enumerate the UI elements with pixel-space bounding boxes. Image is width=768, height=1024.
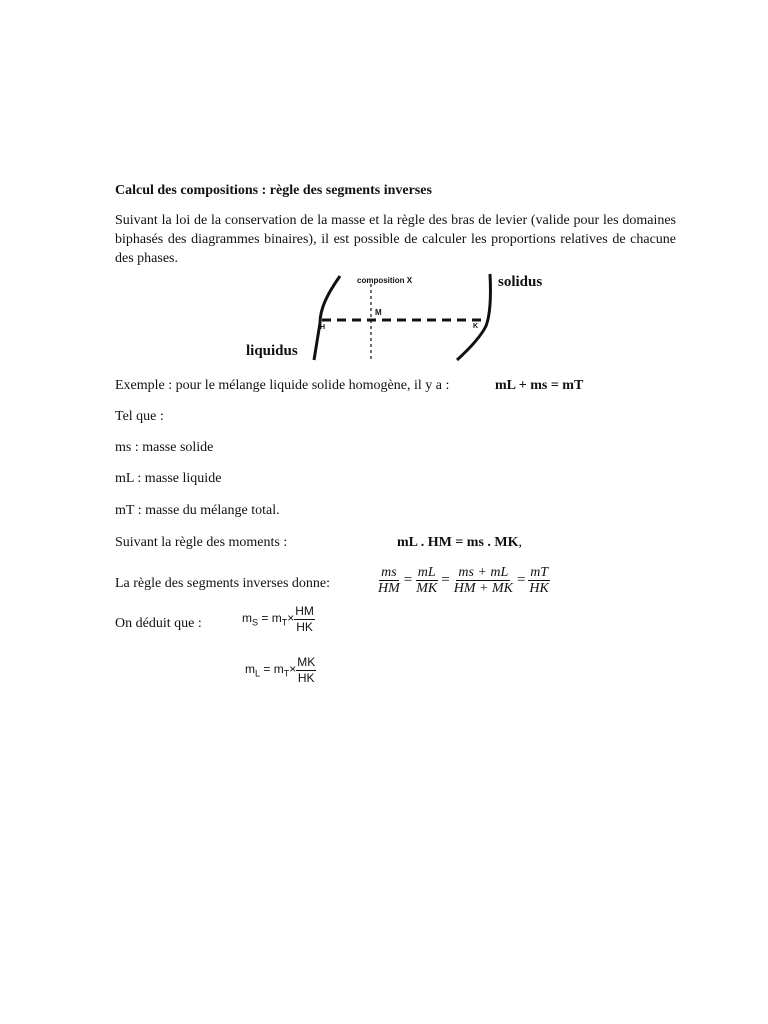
example-text: Exemple : pour le mélange liquide solide homogène, il y a : <box>115 378 450 393</box>
ml-mt-sub: T <box>283 668 290 679</box>
point-m-label: M <box>375 308 382 317</box>
moments-formula: mL . HM = ms . MK <box>397 535 519 550</box>
point-h-label: H <box>320 324 326 331</box>
ms-eq: = <box>258 611 272 626</box>
ml-eq: = <box>260 662 274 677</box>
frac4-num: mT <box>530 565 549 580</box>
moments-text: Suivant la règle des moments : <box>115 535 288 550</box>
intro-paragraph: Suivant la loi de la conservation de la masse et la règle des bras de levier (valide pour les domaines biphasés des diagrammes binaires), il est possible de calculer les proportions relatives de chacune des phases. <box>115 213 676 266</box>
ml-frac-den: HK <box>297 671 315 685</box>
moments-formula-wrap <box>397 533 522 552</box>
ms-frac-num: HM <box>295 604 314 618</box>
ms-times: × <box>287 611 295 626</box>
ms-formula <box>242 604 315 635</box>
deduction-text: On déduit que : <box>115 616 202 631</box>
frac1-num: ms <box>381 565 397 580</box>
point-k-label: K <box>473 323 479 330</box>
frac3-den: HM + MK <box>453 581 513 596</box>
frac3-num: ms + mL <box>458 565 509 580</box>
segments-equation: $\frac{ms}{HM}$ = $\frac{mL}{MK}$ = $\frac{ms + mL}{HM + MK}$ = $\frac{mT}{HK}$ <box>378 565 549 596</box>
ml-sub: L <box>255 668 261 679</box>
ml-mt: m <box>273 662 284 677</box>
ms-mt: m <box>271 611 282 626</box>
composition-label: composition X <box>357 276 413 285</box>
definition-ml: mL : masse liquide <box>115 471 222 486</box>
section-title: Calcul des compositions : règle des segments inverses <box>115 183 432 198</box>
definition-mt: mT : masse du mélange total. <box>115 503 280 518</box>
ms-sub: S <box>252 617 259 628</box>
frac4-den: HK <box>529 581 549 596</box>
ms-frac-den: HK <box>296 620 313 634</box>
ms-m: m <box>242 611 252 626</box>
ml-frac-num: MK <box>297 655 316 669</box>
frac2-num: mL <box>417 565 436 580</box>
ml-formula <box>245 655 316 686</box>
moments-suffix: , <box>518 535 523 550</box>
frac2-den: MK <box>416 581 438 596</box>
solidus-label: solidus <box>498 274 543 290</box>
liquidus-curve <box>314 276 340 360</box>
ms-mt-sub: T <box>281 617 288 628</box>
definition-ms: ms : masse solide <box>115 440 214 455</box>
tel-que: Tel que : <box>115 409 164 424</box>
liquidus-label: liquidus <box>246 343 298 359</box>
example-formula: mL + ms = mT <box>495 378 584 393</box>
segments-text: La règle des segments inverses donne: <box>115 576 330 591</box>
frac1-den: HM <box>378 581 400 596</box>
ml-m: m <box>245 662 255 677</box>
solidus-curve <box>457 274 491 360</box>
ml-times: × <box>289 662 297 677</box>
